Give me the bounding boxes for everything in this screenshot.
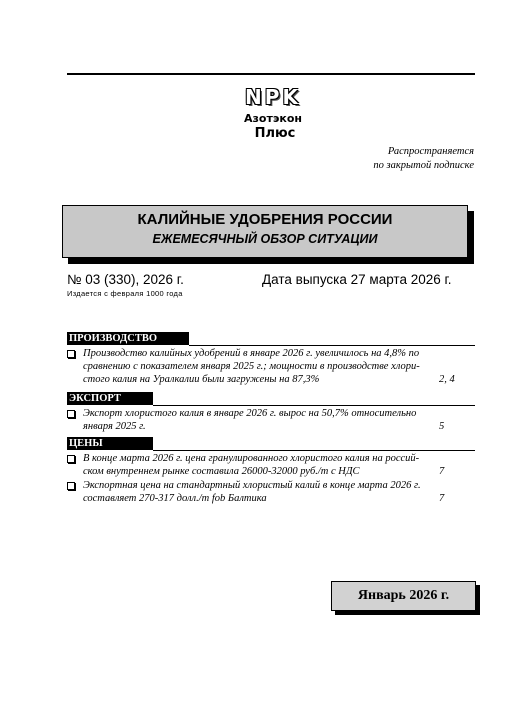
title-box <box>62 205 468 258</box>
page-reference: 2, 4 <box>439 374 455 385</box>
page-reference: 5 <box>439 421 445 432</box>
published-since: Издается с февраля 1000 года <box>67 289 183 298</box>
contents-item[interactable] <box>67 407 475 433</box>
item-line: января 2025 г. <box>83 421 146 432</box>
checkbox-bullet-icon <box>67 410 75 418</box>
distribution-note <box>330 145 474 173</box>
item-line: сравнению с показателем января 2025 г.; мощности в производстве хлори- <box>83 361 420 372</box>
item-line: ском внутреннем рынке составила 26000-32000 руб./т с НДС <box>83 466 360 477</box>
issue-month-box: Январь 2026 г. <box>331 581 476 611</box>
item-line: Экспортная цена на стандартный хлористый калий в конце марта 2026 г. <box>83 480 421 491</box>
section-heading-production: ПРОИЗВОДСТВО <box>67 332 189 345</box>
distribution-line-1: Распространяется <box>387 146 474 157</box>
checkbox-bullet-icon <box>67 455 75 463</box>
section-rule <box>153 450 475 451</box>
report-subtitle: ЕЖЕМЕСЯЧНЫЙ ОБЗОР СИТУАЦИИ <box>152 232 378 246</box>
section-rule <box>153 405 475 406</box>
section-heading-prices: ЦЕНЫ <box>67 437 153 450</box>
section-rule <box>189 345 475 346</box>
item-line: стого калия на Уралкалии были загружены на 87,3% <box>83 374 320 385</box>
report-title: КАЛИЙНЫЕ УДОБРЕНИЯ РОССИИ <box>137 211 393 228</box>
checkbox-bullet-icon <box>67 350 75 358</box>
page-reference: 7 <box>439 466 445 477</box>
issue-number: № 03 (330), 2026 г. <box>67 272 184 287</box>
issue-date: Дата выпуска 27 марта 2026 г. <box>262 272 452 287</box>
distribution-line-2: по закрытой подписке <box>373 160 474 171</box>
logo-azotekon-text: Азотэкон <box>244 112 302 125</box>
logo-plus-text: Плюс <box>254 126 296 141</box>
logo-npk-text: NPK <box>245 85 301 109</box>
section-heading-export: ЭКСПОРТ <box>67 392 153 405</box>
publisher-logo <box>228 86 318 142</box>
item-line: В конце марта 2026 г. цена гранулированного хлористого калия на россий- <box>83 453 420 464</box>
page-reference: 7 <box>439 493 445 504</box>
checkbox-bullet-icon <box>67 482 75 490</box>
item-line: составляет 270-317 долл./т fob Балтика <box>83 493 267 504</box>
contents-item[interactable] <box>67 452 475 478</box>
contents-item[interactable] <box>67 479 475 505</box>
top-rule <box>67 73 475 75</box>
contents-item[interactable] <box>67 347 475 386</box>
item-line: Экспорт хлористого калия в январе 2026 г. вырос на 50,7% относительно <box>83 408 417 419</box>
item-line: Производство калийных удобрений в январе 2026 г. увеличилось на 4,8% по <box>83 348 420 359</box>
